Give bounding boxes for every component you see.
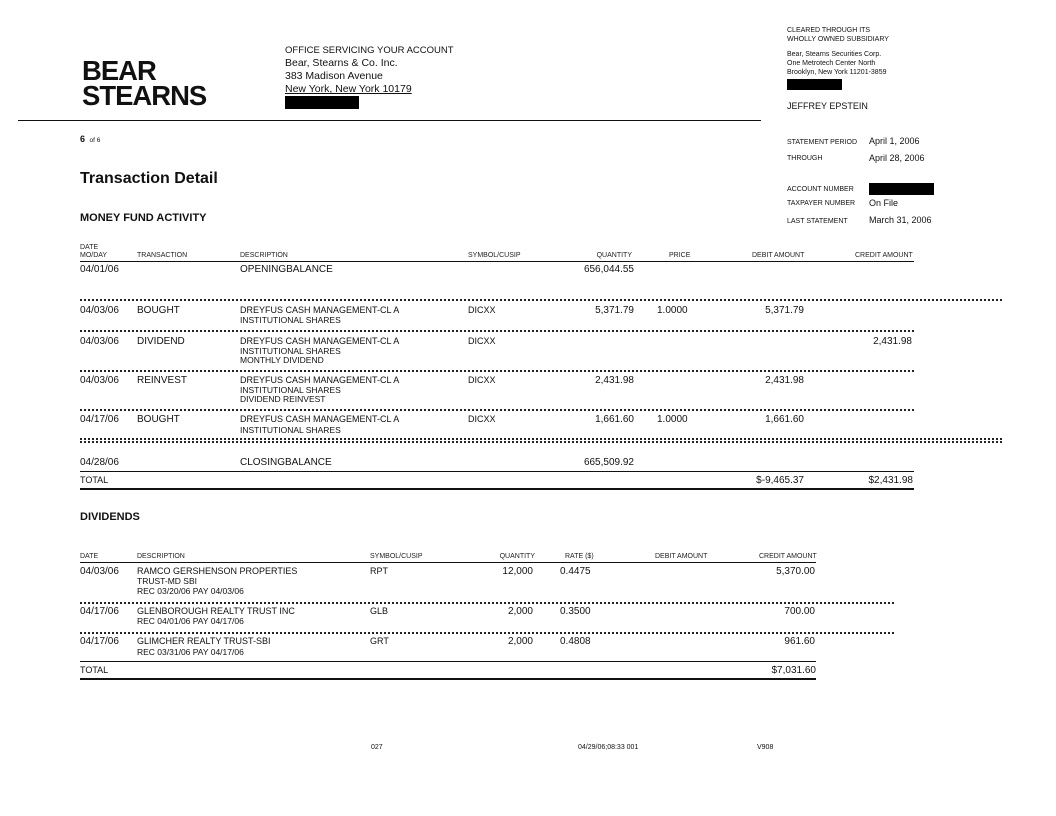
- div-row-description: RAMCO GERSHENSON PROPERTIES: [137, 566, 298, 576]
- div-row-credit: 961.60: [784, 636, 815, 647]
- div-row-rate: 0.4475: [560, 566, 591, 577]
- page-number: [80, 129, 100, 147]
- hdr-date: DATE: [80, 244, 99, 251]
- row-divider: [80, 632, 894, 634]
- row-transaction: REINVEST: [137, 375, 188, 386]
- row-description: DREYFUS CASH MANAGEMENT-CL A: [240, 336, 400, 346]
- div-hdr-rate: RATE ($): [565, 553, 594, 560]
- row-date: 04/03/06: [80, 336, 119, 347]
- page-num: 6: [80, 134, 86, 144]
- clearing-block: [787, 26, 889, 93]
- closing-date: 04/28/06: [80, 457, 119, 468]
- dividends-header-rule: [80, 562, 816, 563]
- account-number-label: ACCOUNT NUMBER: [787, 186, 854, 193]
- div-row-sub-1: REC 03/31/06 PAY 04/17/06: [137, 647, 244, 657]
- div-row-quantity: 2,000: [507, 606, 533, 617]
- div-hdr-symbol: SYMBOL/CUSIP: [370, 553, 423, 560]
- div-row-rate: 0.3500: [560, 606, 591, 617]
- total-debit: $-9,465.37: [756, 475, 804, 486]
- hdr-quantity: QUANTITY: [596, 252, 632, 259]
- page-title: Transaction Detail: [80, 170, 218, 187]
- bear-stearns-logo: [82, 55, 207, 111]
- total-rule-top: [80, 471, 914, 472]
- row-debit: 5,371.79: [765, 305, 804, 316]
- hdr-debit: DEBIT AMOUNT: [752, 252, 805, 259]
- row-quantity: 2,431.98: [595, 375, 634, 386]
- total-credit: $2,431.98: [868, 475, 913, 486]
- opening-qty: 656,044.55: [583, 264, 634, 275]
- closing-qty: 665,509.92: [583, 457, 634, 468]
- row-sub-2: MONTHLY DIVIDEND: [240, 355, 324, 365]
- row-date: 04/17/06: [80, 414, 119, 425]
- row-divider: [80, 370, 914, 372]
- row-price: 1.0000: [657, 414, 688, 425]
- row-debit: 2,431.98: [765, 375, 804, 386]
- money-fund-heading: MONEY FUND ACTIVITY: [80, 212, 207, 224]
- office-block: [285, 44, 454, 113]
- row-symbol: DICXX: [468, 414, 496, 424]
- hdr-symbol: SYMBOL/CUSIP: [468, 252, 521, 259]
- row-divider: [80, 409, 914, 411]
- through-label: THROUGH: [787, 155, 823, 162]
- taxpayer-label: TAXPAYER NUMBER: [787, 200, 856, 207]
- row-symbol: DICXX: [468, 336, 496, 346]
- footer-code-1: 027: [371, 744, 383, 751]
- clearing-line-1: CLEARED THROUGH ITS: [787, 27, 871, 34]
- row-divider: [80, 438, 1002, 440]
- row-transaction: BOUGHT: [137, 414, 180, 425]
- div-total-rule-top: [80, 661, 816, 662]
- hdr-moday: MO/DAY: [80, 252, 108, 259]
- row-quantity: 1,661.60: [595, 414, 634, 425]
- div-row-sub-1: TRUST-MD SBI: [137, 576, 197, 586]
- office-city: New York, New York 10179: [285, 83, 412, 95]
- money-fund-header-rule: [80, 261, 914, 262]
- div-row-sub-2: REC 03/20/06 PAY 04/03/06: [137, 586, 244, 596]
- div-row-quantity: 2,000: [507, 636, 533, 647]
- row-price: 1.0000: [657, 305, 688, 316]
- div-row-date: 04/03/06: [80, 566, 119, 577]
- div-row-date: 04/17/06: [80, 636, 119, 647]
- div-row-description: GLIMCHER REALTY TRUST-SBI: [137, 636, 271, 646]
- div-total-rule-bottom: [80, 678, 816, 680]
- row-quantity: 5,371.79: [595, 305, 634, 316]
- div-row-credit: 5,370.00: [776, 566, 815, 577]
- row-sub-1: INSTITUTIONAL SHARES: [240, 315, 341, 325]
- opening-desc: OPENINGBALANCE: [240, 264, 333, 275]
- div-row-quantity: 12,000: [502, 566, 533, 577]
- row-date: 04/03/06: [80, 305, 119, 316]
- clearing-city: Brooklyn, New York 11201-3859: [787, 69, 887, 76]
- div-row-rate: 0.4808: [560, 636, 591, 647]
- div-hdr-quantity: QUANTITY: [499, 553, 535, 560]
- row-divider: [80, 602, 894, 604]
- div-hdr-date: DATE: [80, 553, 99, 560]
- row-transaction: BOUGHT: [137, 305, 180, 316]
- last-statement-value: March 31, 2006: [869, 215, 932, 225]
- last-statement-label: LAST STATEMENT: [787, 218, 848, 225]
- row-divider: [80, 299, 1002, 301]
- row-transaction: DIVIDEND: [137, 336, 185, 347]
- hdr-price: PRICE: [669, 252, 691, 259]
- total-label: TOTAL: [80, 475, 109, 485]
- page-of: of 6: [89, 137, 101, 144]
- row-credit: 2,431.98: [873, 336, 912, 347]
- row-sub-1: INSTITUTIONAL SHARES: [240, 385, 341, 395]
- statement-period-label: STATEMENT PERIOD: [787, 139, 858, 146]
- div-hdr-debit: DEBIT AMOUNT: [655, 553, 708, 560]
- row-description: DREYFUS CASH MANAGEMENT-CL A: [240, 305, 400, 315]
- row-sub-1: INSTITUTIONAL SHARES: [240, 425, 341, 435]
- div-total-credit: $7,031.60: [771, 665, 816, 676]
- hdr-transaction: TRANSACTION: [137, 252, 188, 259]
- div-row-sub-1: REC 04/01/06 PAY 04/17/06: [137, 616, 244, 626]
- hdr-description: DESCRIPTION: [240, 252, 288, 259]
- statement-period-value: April 1, 2006: [869, 136, 920, 146]
- clearing-line-2: WHOLLY OWNED SUBSIDIARY: [787, 36, 889, 43]
- footer-code-2: 04/29/06;08:33 001: [578, 744, 639, 751]
- header-rule: [18, 120, 761, 121]
- footer-code-3: V908: [757, 744, 774, 751]
- div-row-symbol: GRT: [370, 636, 389, 646]
- office-name: Bear, Stearns & Co. Inc.: [285, 57, 398, 69]
- row-divider: [80, 330, 914, 332]
- dividends-heading: DIVIDENDS: [80, 511, 140, 523]
- logo-line-1: BEAR: [82, 55, 156, 86]
- div-total-label: TOTAL: [80, 665, 109, 675]
- office-redaction: [285, 96, 454, 113]
- office-heading: OFFICE SERVICING YOUR ACCOUNT: [285, 45, 454, 56]
- row-symbol: DICXX: [468, 375, 496, 385]
- row-description: DREYFUS CASH MANAGEMENT-CL A: [240, 414, 400, 424]
- row-description: DREYFUS CASH MANAGEMENT-CL A: [240, 375, 400, 385]
- office-street: 383 Madison Avenue: [285, 70, 383, 82]
- div-hdr-credit: CREDIT AMOUNT: [759, 553, 817, 560]
- taxpayer-value: On File: [869, 198, 899, 208]
- hdr-credit: CREDIT AMOUNT: [855, 252, 913, 259]
- row-debit: 1,661.60: [765, 414, 804, 425]
- div-row-date: 04/17/06: [80, 606, 119, 617]
- clearing-name: Bear, Stearns Securities Corp.: [787, 51, 882, 58]
- closing-desc: CLOSINGBALANCE: [240, 457, 332, 468]
- div-row-credit: 700.00: [784, 606, 815, 617]
- opening-date: 04/01/06: [80, 264, 119, 275]
- div-row-symbol: RPT: [370, 566, 388, 576]
- row-symbol: DICXX: [468, 305, 496, 315]
- row-sub-2: DIVIDEND REINVEST: [240, 394, 326, 404]
- client-name: JEFFREY EPSTEIN: [787, 101, 868, 111]
- div-row-description: GLENBOROUGH REALTY TRUST INC: [137, 606, 295, 616]
- div-hdr-description: DESCRIPTION: [137, 553, 185, 560]
- row-sub-1: INSTITUTIONAL SHARES: [240, 346, 341, 356]
- total-rule-bottom: [80, 488, 914, 490]
- through-value: April 28, 2006: [869, 153, 925, 163]
- logo-line-2: STEARNS: [82, 80, 207, 111]
- clearing-street: One Metrotech Center North: [787, 60, 876, 67]
- row-date: 04/03/06: [80, 375, 119, 386]
- clearing-redaction: [787, 77, 889, 93]
- div-row-symbol: GLB: [370, 606, 389, 616]
- row-divider: [80, 441, 1002, 443]
